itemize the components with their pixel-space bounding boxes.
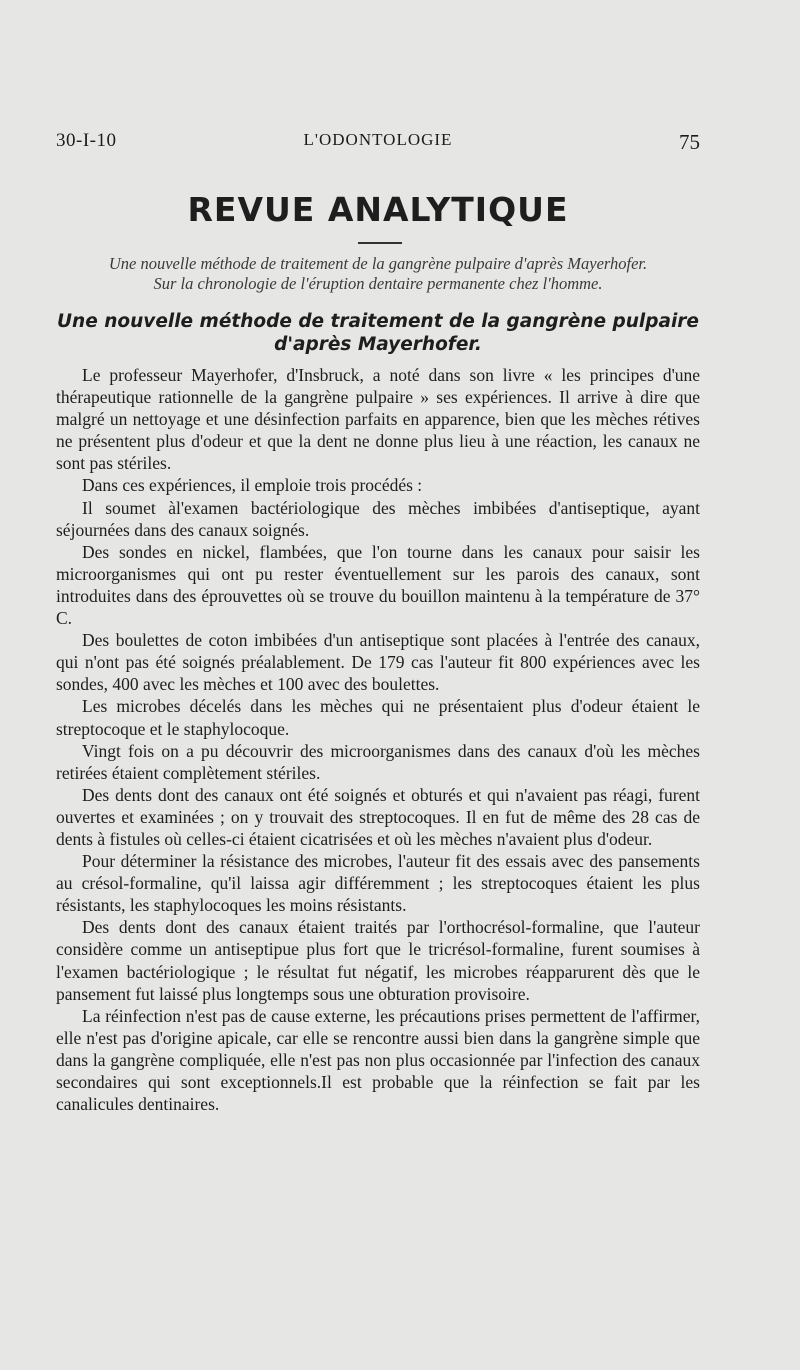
running-head <box>56 128 700 156</box>
article-body <box>56 364 700 1115</box>
contents-item: Une nouvelle méthode de traitement de la gangrène pulpaire d'après Mayerhofer. <box>108 254 648 273</box>
paragraph: Pour déterminer la résistance des microbes, l'auteur fit des essais avec des pansements au crésol-formaline, qu'il laissa agir différemment ; les streptocoques étaient les plus résistants, les staphylocoques les moins résistants. <box>56 851 700 916</box>
title-rule <box>358 242 402 244</box>
paragraph: Des sondes en nickel, flambées, que l'on tourne dans les canaux pour saisir les microorganismes qui ont pu rester éventuellement sur les parois des canaux, sont introduites dans des éprouvettes où se trouve du bouillon maintenu à la température de 37° C. <box>56 541 700 629</box>
paragraph: Dans ces expériences, il emploie trois procédés : <box>82 475 423 496</box>
paragraph: Les microbes décelés dans les mèches qui ne présentaient plus d'odeur étaient le streptocoque et le staphylocoque. <box>56 696 700 739</box>
article-title <box>56 310 700 356</box>
issue-date: 30-I-10 <box>56 130 117 151</box>
paragraph: Des boulettes de coton imbibées d'un antiseptique sont placées à l'entrée des canaux, qui n'ont pas été soignés préalablement. De 179 cas l'auteur fit 800 expériences avec les sondes, 400 avec les mèches et 100 avec des boulettes. <box>56 630 700 695</box>
paragraph: Des dents dont des canaux ont été soignés et obturés et qui n'avaient pas réagi, furent ouvertes et examinées ; on y trouvait des streptocoques. Il en fut de même des 28 cas de dents à fistules où celles-ci étaient cicatrisées et où les mèches n'avaient plus d'odeur. <box>56 784 700 849</box>
page-number: 75 <box>679 130 700 154</box>
contents-list <box>56 254 700 294</box>
paragraph: Il soumet àl'examen bactériologique des mèches imbibées d'antiseptique, ayant séjournées dans des canaux soignés. <box>56 497 700 540</box>
paragraph: Vingt fois on a pu découvrir des microorganismes dans des canaux d'où les mèches retirées étaient complètement stériles. <box>56 740 700 783</box>
paragraph: Des dents dont des canaux étaient traités par l'orthocrésol-formaline, que l'auteur considère comme un antiseptipue plus fort que le tricrésol-formaline, furent soumises à l'examen bactériologique ; le résultat fut négatif, les microbes réapparurent dès que le pansement fut laissé plus longtemps sous une obturation provisoire. <box>56 917 700 1004</box>
section-title: REVUE ANALYTIQUE <box>187 190 569 229</box>
paragraph: Le professeur Mayerhofer, d'Insbruck, a noté dans son livre « les principes d'une thérapeutique rationnelle de la gangrène pulpaire » ses expériences. Il arrive à dire que malgré un nettoyage et une désinfection parfaits en apparence, bien que les mèches rétives ne présentent plus d'odeur et que la dent ne donne plus lieu à une réaction, les canaux ne sont pas stériles. <box>56 365 700 474</box>
contents-item: Sur la chronologie de l'éruption dentaire permanente chez l'homme. <box>153 274 603 293</box>
paragraph: La réinfection n'est pas de cause externe, les précautions prises permettent de l'affirmer, elle n'est pas d'origine apicale, car elle se rencontre aussi bien dans la gangrène simple que dans la gangrène compliquée, elle n'est pas non plus occasionnée par l'infection des canaux secondaires qui sont exceptionnels.Il est probable que la réinfection se fait par les canalicules dentinaires. <box>56 1005 700 1115</box>
article-title-line: Une nouvelle méthode de traitement de la gangrène pulpaire <box>57 311 699 332</box>
journal-name: L'ODONTOLOGIE <box>303 130 453 149</box>
article-title-line: d'après Mayerhofer. <box>274 334 482 355</box>
